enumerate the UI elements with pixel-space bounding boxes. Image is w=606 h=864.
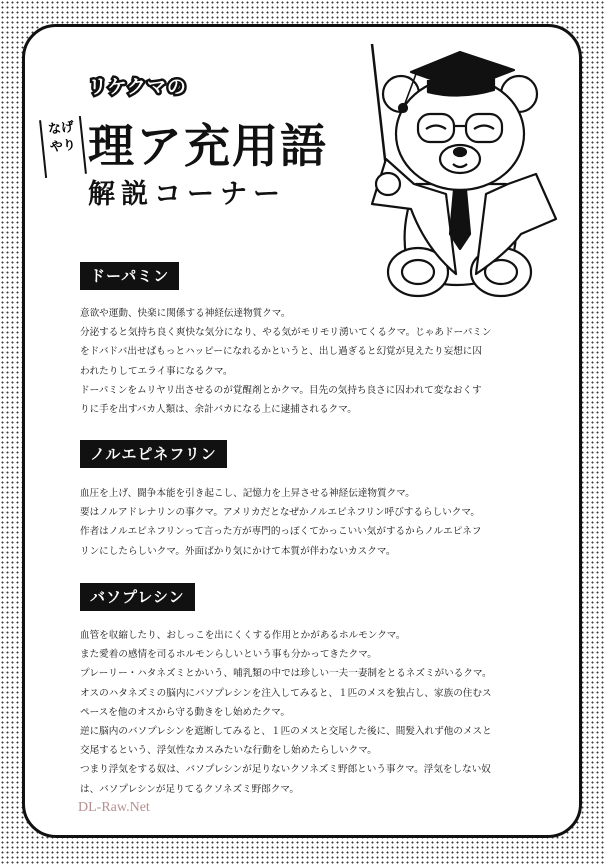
text-line: また愛着の感情を司るホルモンらしいという事も分かってきたクマ。 bbox=[80, 649, 377, 661]
tag-badge bbox=[39, 116, 87, 178]
text-line: オスのハタネズミの脳内にバソプレシンを注入してみると、１匹のメスを独占し、家族の住むス bbox=[80, 687, 492, 699]
text-line: 血圧を上げ、闘争本能を引き起こし、記憶力を上昇させる神経伝達物質クマ。 bbox=[80, 488, 415, 499]
tag-line-2: やり bbox=[49, 137, 77, 156]
text-line: 交尾するという、浮気性なカスみたいな行動をし始めたらしいクマ。 bbox=[80, 745, 377, 757]
text-line: 逆に脳内のバソプレシンを遮断してみると、１匹のメスと交尾した後に、間髪入れず他のメスと bbox=[80, 726, 492, 738]
bear-professor-icon bbox=[356, 34, 571, 304]
text-line: は、バソプレシンが足りてるクソネズミ野郎クマ。 bbox=[80, 783, 300, 795]
section-title-vasopressin: バソプレシン bbox=[80, 583, 195, 611]
text-line: ドーパミンをムリヤリ出させるのが覚醒剤とかクマ。目先の気持ち良さに囚われて変なおくす bbox=[80, 384, 482, 396]
text-line: つまり浮気をする奴は、バソプレシンが足りないクソネズミ野郎という事クマ。浮気をしない奴 bbox=[80, 764, 491, 776]
page-title: 理ア充用語 bbox=[88, 119, 328, 173]
text-line: リンにしたらしいクマ。外面ばかり気にかけて本質が伴わないカスクマ。 bbox=[80, 545, 396, 557]
section-title-dopamine: ドーパミン bbox=[80, 262, 179, 290]
text-line: プレーリー・ハタネズミとかいう、哺乳類の中では珍しい一夫一妻制をとるネズミがいるクマ。 bbox=[80, 668, 492, 680]
section-title-norepinephrine: ノルエピネフリン bbox=[80, 440, 227, 468]
tag-line-1: なげ bbox=[47, 119, 75, 138]
text-line: 血管を収縮したり、おしっこを出にくくする作用とかがあるホルモンクマ。 bbox=[80, 630, 406, 641]
text-line: 分泌すると気持ち良く爽快な気分になり、やる気がモリモリ湧いてくるクマ。じゃあドーパミン bbox=[80, 327, 492, 339]
text-line: ペースを他のオスから守る動きをし始めたクマ。 bbox=[80, 706, 290, 718]
page-subtitle: 解説コーナー bbox=[88, 179, 286, 210]
section-body-dopamine bbox=[80, 304, 550, 419]
text-line: りに手を出すバカ人類は、余計バカになる上に逮捕されるクマ。 bbox=[80, 404, 357, 416]
text-line: われたりしてエライ事になるクマ。 bbox=[80, 365, 233, 377]
watermark: DL-Raw.Net bbox=[78, 800, 150, 815]
text-line: をドバドバ出せばもっとハッピーになれるかというと、出し過ぎると幻覚が見えたり妄想に囚 bbox=[80, 346, 482, 358]
section-body-vasopressin bbox=[80, 626, 550, 799]
text-line: 要はノルアドレナリンの事クマ。アメリカだとなぜかノルエピネフリン呼びするらしいクマ。 bbox=[80, 507, 480, 519]
text-line: 作者はノルエピネフリンって言った方が専門的っぽくてかっこいい気がするからノルエピネフ bbox=[80, 526, 482, 538]
section-body-norepinephrine bbox=[80, 484, 550, 561]
header bbox=[38, 60, 368, 210]
text-line: 意欲や運動、快楽に関係する神経伝達物質クマ。 bbox=[80, 308, 291, 319]
series-title: リケクマの bbox=[88, 76, 187, 98]
